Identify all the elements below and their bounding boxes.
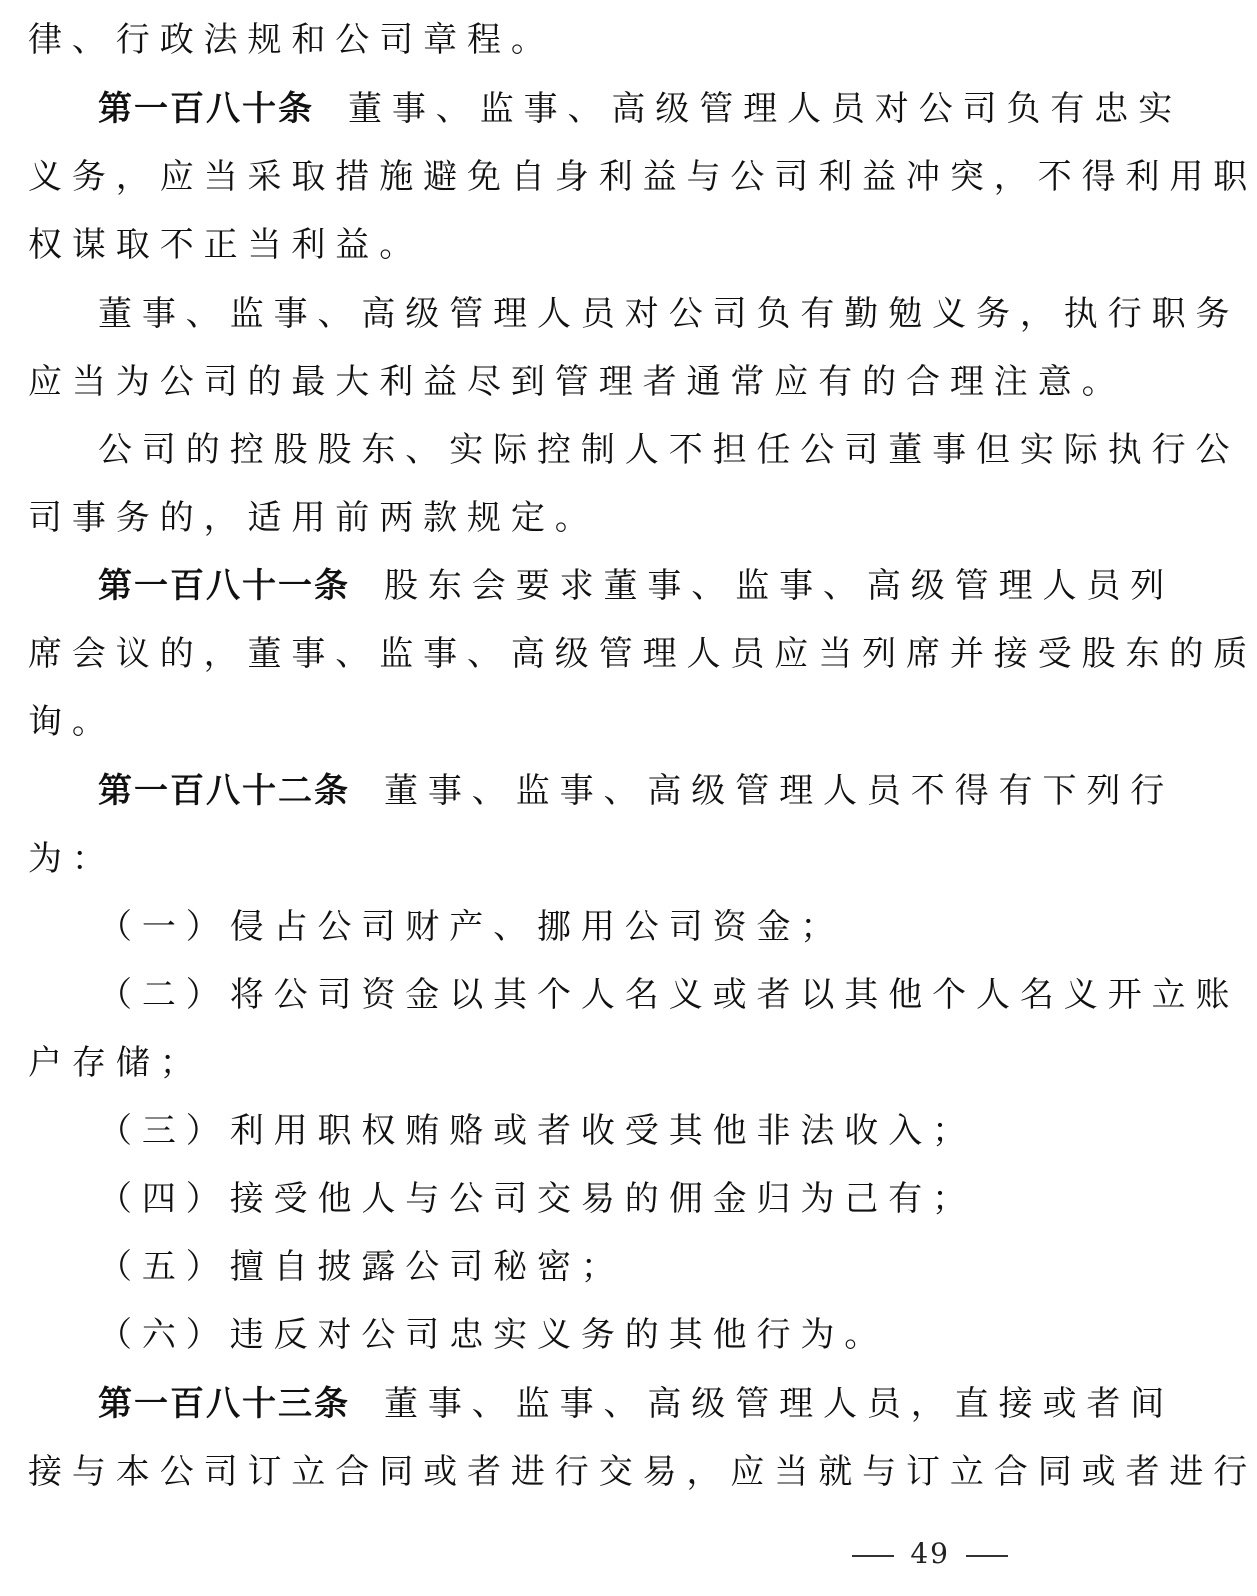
- article-180-first-line: [98, 89, 1183, 129]
- text-line: [98, 430, 1240, 470]
- article-182-first-line: [98, 771, 1175, 811]
- text-line: [28, 1043, 1052, 1083]
- paragraph-text: 询。: [28, 702, 116, 742]
- paragraph-text: 董事、监事、高级管理人员，直接或者间: [384, 1384, 1175, 1424]
- paragraph-text: 董事、监事、高级管理人员对公司负有忠实: [348, 89, 1183, 129]
- article-183-first-line: [98, 1384, 1175, 1424]
- paragraph-text: 董事、监事、高级管理人员对公司负有勤勉义务，执行职务: [98, 294, 1240, 334]
- article-181-heading: 第一百八十一条: [98, 566, 350, 606]
- text-line: [28, 634, 1257, 674]
- list-item: [98, 975, 1240, 1015]
- paragraph-text: （二）将公司资金以其个人名义或者以其他个人名义开立账: [98, 975, 1240, 1015]
- paragraph-text: 权谋取不正当利益。: [28, 225, 424, 265]
- paragraph-text: （五）擅自披露公司秘密；: [98, 1247, 625, 1287]
- text-line: [28, 839, 1052, 879]
- paragraph-text: 接与本公司订立合同或者进行交易，应当就与订立合同或者进行: [28, 1452, 1257, 1492]
- paragraph-text: 户存储；: [28, 1043, 204, 1083]
- article-182-heading: 第一百八十二条: [98, 771, 350, 811]
- paragraph-text: 公司的控股股东、实际控制人不担任公司董事但实际执行公: [98, 430, 1240, 470]
- paragraph-text: （四）接受他人与公司交易的佣金归为己有；: [98, 1179, 976, 1219]
- paragraph-text: 应当为公司的最大利益尽到管理者通常应有的合理注意。: [28, 362, 1126, 402]
- text-line: [28, 1452, 1257, 1492]
- page-number: 49: [910, 1537, 950, 1570]
- paragraph-text: 席会议的，董事、监事、高级管理人员应当列席并接受股东的质: [28, 634, 1257, 674]
- list-item: [98, 1247, 1052, 1287]
- paragraph-text: （六）违反对公司忠实义务的其他行为。: [98, 1315, 889, 1355]
- list-item: [98, 1111, 1052, 1151]
- text-line: [28, 362, 1126, 402]
- list-item: [98, 907, 1052, 947]
- paragraph-text: 司事务的，适用前两款规定。: [28, 498, 599, 538]
- text-line: [28, 498, 1052, 538]
- paragraph-text: （一）侵占公司财产、挪用公司资金；: [98, 907, 845, 947]
- text-line: [28, 20, 1052, 60]
- footer-dash-right: [966, 1555, 1008, 1557]
- paragraph-text: 股东会要求董事、监事、高级管理人员列: [384, 566, 1175, 606]
- page-footer: [836, 1537, 1024, 1571]
- paragraph-text: 律、行政法规和公司章程。: [28, 20, 555, 60]
- list-item: [98, 1179, 1052, 1219]
- list-item: [98, 1315, 1052, 1355]
- text-line: [28, 702, 1052, 742]
- text-line: [28, 157, 1257, 197]
- article-183-heading: 第一百八十三条: [98, 1384, 350, 1424]
- paragraph-text: 董事、监事、高级管理人员不得有下列行: [384, 771, 1175, 811]
- paragraph-text: 义务，应当采取措施避免自身利益与公司利益冲突，不得利用职: [28, 157, 1257, 197]
- text-line: [98, 294, 1240, 334]
- article-180-heading: 第一百八十条: [98, 89, 314, 129]
- footer-dash-left: [852, 1555, 894, 1557]
- paragraph-text: （三）利用职权贿赂或者收受其他非法收入；: [98, 1111, 976, 1151]
- article-181-first-line: [98, 566, 1175, 606]
- paragraph-text: 为：: [28, 839, 116, 879]
- text-line: [28, 225, 1052, 265]
